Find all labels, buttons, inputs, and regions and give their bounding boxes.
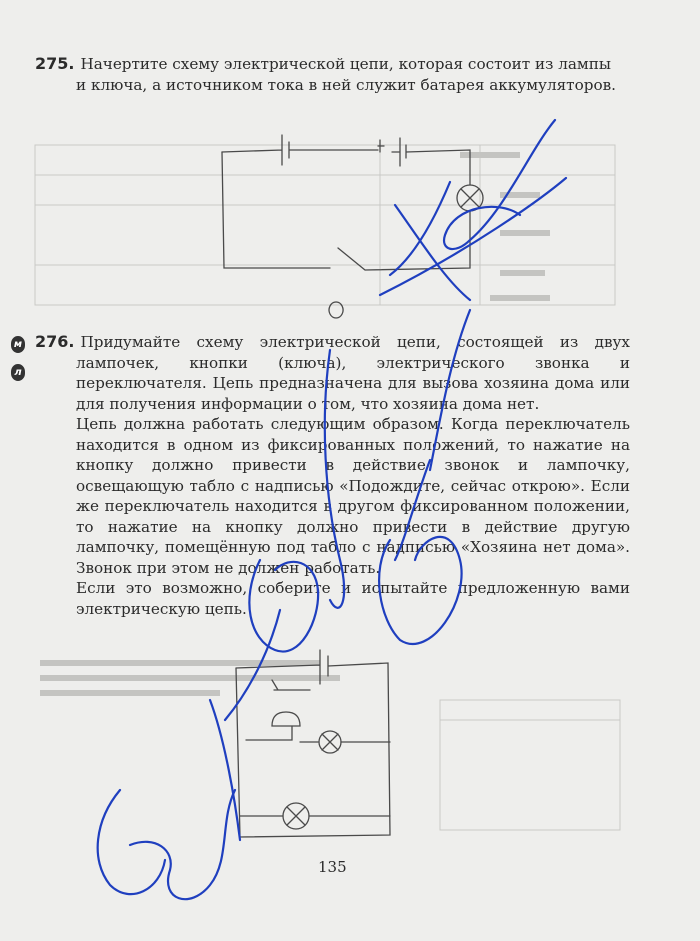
circuit-diagram-275 — [222, 135, 483, 270]
problem-text-line: Начертите схему электрической цепи, которая состоит из лампы — [80, 55, 611, 73]
difficulty-badge-m: м — [11, 336, 25, 353]
difficulty-badge-l: л — [11, 364, 25, 381]
problem-number: 276. — [35, 332, 75, 351]
problem-text-line: и ключа, а источником тока в ней служит батарея аккумуляторов. — [76, 75, 616, 94]
problem-276 — [35, 332, 630, 619]
problem-paragraph: Придумайте схему электрической цепи, состоящей из двух лампочек, кнопки (ключа), электрического звонка и переключателя. Цепь предназначена для вызова хозяина дома или для получения информации о том, что хозяина дома нет. — [76, 333, 630, 413]
problem-275 — [35, 54, 635, 95]
problem-number: 275. — [35, 54, 75, 73]
page-number: 135 — [318, 858, 347, 876]
problem-paragraph: Если это возможно, соберите и испытайте предложенную вами электрическую цепь. — [76, 579, 630, 618]
problem-paragraph: Цепь должна работать следующим образом. Когда переключатель находится в одном из фиксированных положений, то нажатие на кнопку должно привести в действие звонок и лампочку, освещающую табло с надписью «Подождите, сейчас открою». Если же переключатель находится в другом фиксированном положении, то нажатие на кнопку должно привести в действие другую лампочку, помещённую под табло с надписью «Хозяина нет дома». Звонок при этом не должен работать. — [76, 415, 630, 577]
